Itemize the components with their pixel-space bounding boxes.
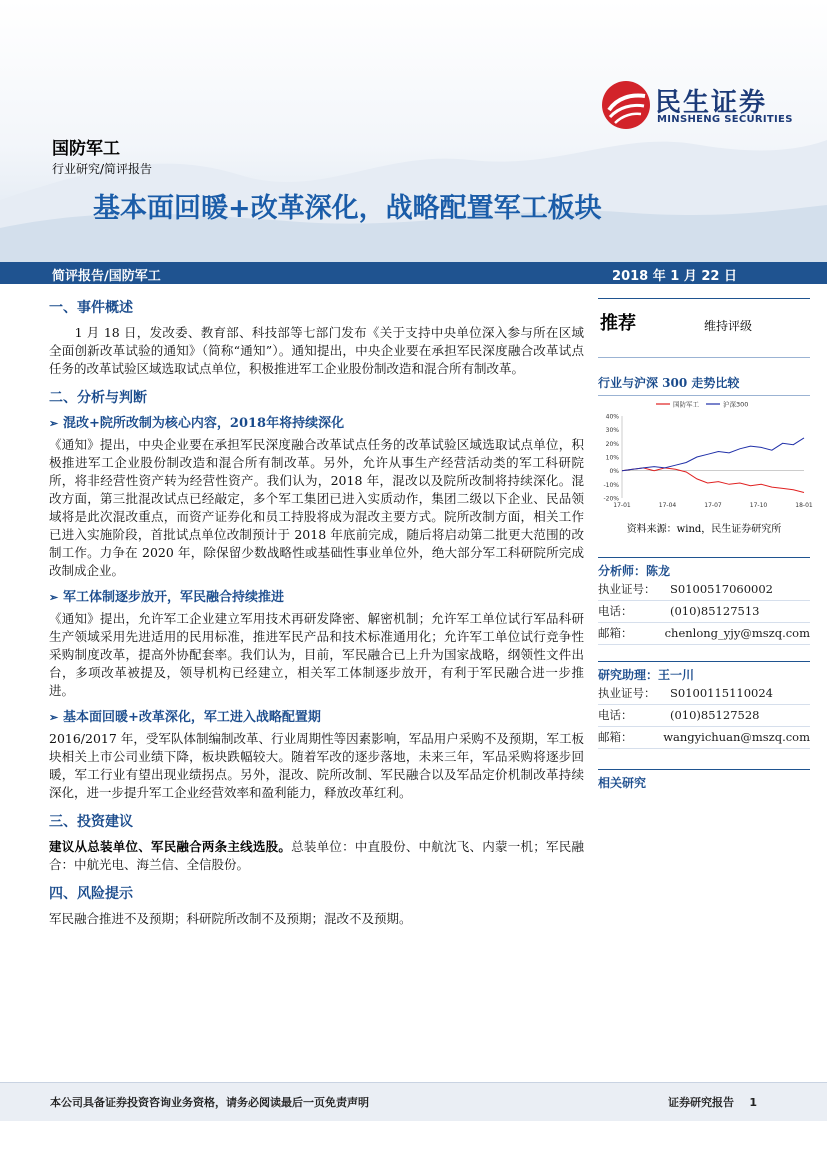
analyst-value: S0100517060002 bbox=[670, 582, 773, 596]
sidebar bbox=[598, 298, 813, 791]
assistant-info bbox=[598, 683, 810, 749]
arrow-bullet-icon: ➢ bbox=[49, 711, 59, 724]
footer-report-label: 证券研究报告 bbox=[668, 1096, 735, 1109]
y-tick-label: 0% bbox=[609, 468, 619, 476]
logo-text-en: MINSHENG SECURITIES bbox=[657, 114, 793, 125]
assistant-key: 电话： bbox=[598, 708, 633, 722]
analyst-key: 执业证号： bbox=[598, 582, 656, 596]
minsheng-logo-icon bbox=[601, 80, 651, 130]
analysis-paragraph-3: 2016/2017 年，受军队体制编制改革、行业周期性等因素影响，军品用户采购不及预期，军工板块相关上市公司业绩下降，板块跌幅较大。随着军改的逐步落地，未来三年，军品采购将逐步回暖，军工行业有望出现业绩拐点。另外，混改、院所改制、军民融合以及军品定价机制改革持续深化，进一步提升军工企业经营效率和盈利能力，释放改革红利。 bbox=[49, 731, 584, 800]
recommendation-bold: 建议从总装单位、军民融合两条主线选股。 bbox=[49, 839, 292, 854]
analyst-row bbox=[598, 623, 810, 645]
subheading-mixed-reform bbox=[49, 414, 584, 434]
assistant-key: 执业证号： bbox=[598, 686, 656, 700]
arrow-bullet-icon: ➢ bbox=[49, 417, 59, 430]
section-title-analysis: 二、分析与判断 bbox=[49, 390, 147, 406]
analyst-value: (010)85127513 bbox=[670, 604, 760, 618]
assistant-key: 邮箱： bbox=[598, 730, 633, 744]
subheading-military-civil bbox=[49, 588, 584, 608]
page-number: 1 bbox=[749, 1096, 757, 1109]
assistant-row bbox=[598, 683, 810, 705]
chart-title: 行业与沪深 300 走势比较 bbox=[598, 374, 810, 396]
footer-label bbox=[668, 1094, 757, 1110]
x-tick-label: 17-04 bbox=[658, 502, 677, 509]
assistant-heading: 研究助理：王一川 bbox=[598, 661, 810, 683]
analyst-key: 电话： bbox=[598, 604, 633, 618]
recommendation-paragraph bbox=[49, 838, 584, 874]
main-content bbox=[49, 298, 584, 936]
section-title-recommendation: 三、投资建议 bbox=[49, 814, 133, 830]
subheading-text: 基本面回暖+改革深化，军工进入战略配置期 bbox=[63, 710, 321, 725]
assistant-value: (010)85127528 bbox=[670, 708, 760, 722]
chart-source: 资料来源：wind，民生证券研究所 bbox=[626, 524, 782, 535]
industry-label: 国防军工 bbox=[52, 139, 120, 159]
analyst-row bbox=[598, 601, 810, 623]
analyst-value: chenlong_yjy@mszq.com bbox=[664, 626, 810, 640]
footer-disclaimer: 本公司具备证券投资咨询业务资格，请务必阅读最后一页免责声明 bbox=[50, 1096, 369, 1109]
report-info-bar bbox=[0, 262, 827, 284]
rating-box bbox=[598, 298, 810, 358]
logo-text-cn: 民生证券 bbox=[655, 88, 768, 118]
assistant-row bbox=[598, 727, 810, 749]
section-title-event: 一、事件概述 bbox=[49, 300, 133, 316]
report-date: 2018 年 1 月 22 日 bbox=[612, 269, 737, 284]
trend-chart bbox=[598, 396, 813, 514]
analysis-paragraph-1: 《通知》提出，中央企业要在承担军民深度融合改革试点任务的改革试验区域选取试点单位，积极推进军工企业股份制改造和混合所有制改革。另外，允许从事生产经营活动类的军工科研院所，将非经营性资产转为经营性资产。我们认为，2018 年，混改以及院所改制将持续深化。混改方面，第三批混改试点已经敲定，多个军工集团已进入实质动作，集团二级以下企业、民品领域将是此次混改重点，而资产证券化和员工持股将成为混改主要方式。院所改制方面，相关工作已进入实施阶段，首批试点单位改制预计于 2018 年底前完成，随后将启动第二批更大范围的改制工作。力争在 2020 年，除保留少数战略性或基础性事业单位外，绝大部分军工科研院所完成改制成企业。 bbox=[49, 437, 584, 578]
y-tick-label: -10% bbox=[603, 481, 619, 489]
x-tick-label: 18-01 bbox=[795, 502, 813, 509]
y-tick-label: 30% bbox=[605, 427, 619, 435]
analyst-row bbox=[598, 579, 810, 601]
risk-paragraph: 军民融合推进不及预期；科研院所改制不及预期；混改不及预期。 bbox=[49, 911, 412, 926]
report-type: 行业研究/简评报告 bbox=[52, 162, 153, 176]
analyst-key: 邮箱： bbox=[598, 626, 633, 640]
brand-logo bbox=[601, 80, 801, 132]
event-paragraph: 1 月 18 日，发改委、教育部、科技部等七部门发布《关于支持中央单位深入参与所在区域全面创新改革试验的通知》（简称“通知”）。通知提出，中央企业要在承担军民深度融合改革试点任务的改革试验区域选取试点单位，积极推进军工企业股份制改造和混合所有制改革。 bbox=[49, 325, 584, 376]
x-tick-label: 17-07 bbox=[704, 502, 722, 509]
arrow-bullet-icon: ➢ bbox=[49, 591, 59, 604]
rating-note: 维持评级 bbox=[704, 319, 753, 333]
legend-label: 国防军工 bbox=[673, 400, 699, 409]
report-category: 简评报告/国防军工 bbox=[52, 269, 161, 284]
section-title-risk: 四、风险提示 bbox=[49, 886, 133, 902]
legend-label: 沪深300 bbox=[723, 400, 749, 409]
assistant-value: wangyichuan@mszq.com bbox=[663, 730, 810, 744]
analyst-info bbox=[598, 579, 810, 645]
x-tick-label: 17-01 bbox=[613, 502, 631, 509]
y-tick-label: 10% bbox=[605, 454, 619, 462]
related-research-heading: 相关研究 bbox=[598, 769, 810, 791]
recommendation-text: 总装单位：中直股份、中航沈飞、内蒙一机；军民融合：中航光电、海兰信、全信股份。 bbox=[49, 839, 584, 872]
subheading-strategic-allocation bbox=[49, 708, 584, 728]
rating-value: 推荐 bbox=[600, 313, 636, 334]
page-footer bbox=[0, 1082, 827, 1121]
report-title: 基本面回暖+改革深化，战略配置军工板块 bbox=[93, 193, 602, 224]
y-tick-label: -20% bbox=[603, 495, 619, 503]
y-tick-label: 40% bbox=[605, 413, 619, 421]
analyst-heading: 分析师：陈龙 bbox=[598, 557, 810, 579]
series-line-defense bbox=[622, 468, 804, 493]
assistant-row bbox=[598, 705, 810, 727]
series-line-hs300 bbox=[622, 438, 804, 471]
assistant-value: S0100115110024 bbox=[670, 686, 773, 700]
subheading-text: 军工体制逐步放开，军民融合持续推进 bbox=[63, 590, 285, 605]
subheading-text: 混改+院所改制为核心内容，2018年将持续深化 bbox=[63, 416, 345, 431]
x-tick-label: 17-10 bbox=[749, 502, 768, 509]
y-tick-label: 20% bbox=[605, 440, 619, 448]
analysis-paragraph-2: 《通知》提出，允许军工企业建立军用技术再研发降密、解密机制；允许军工单位试行军品科研生产领域采用先进适用的民用标准，推进军民产品和技术标准通用化；允许军工单位试行竞争性采购制度改革，提高外协配套率。我们认为，目前，军民融合已上升为国家战略，纲领性文件出台，多项改革被提及，领导机构已经建立，相关军工体制逐步放开，有利于军民融合进一步推进。 bbox=[49, 611, 584, 698]
